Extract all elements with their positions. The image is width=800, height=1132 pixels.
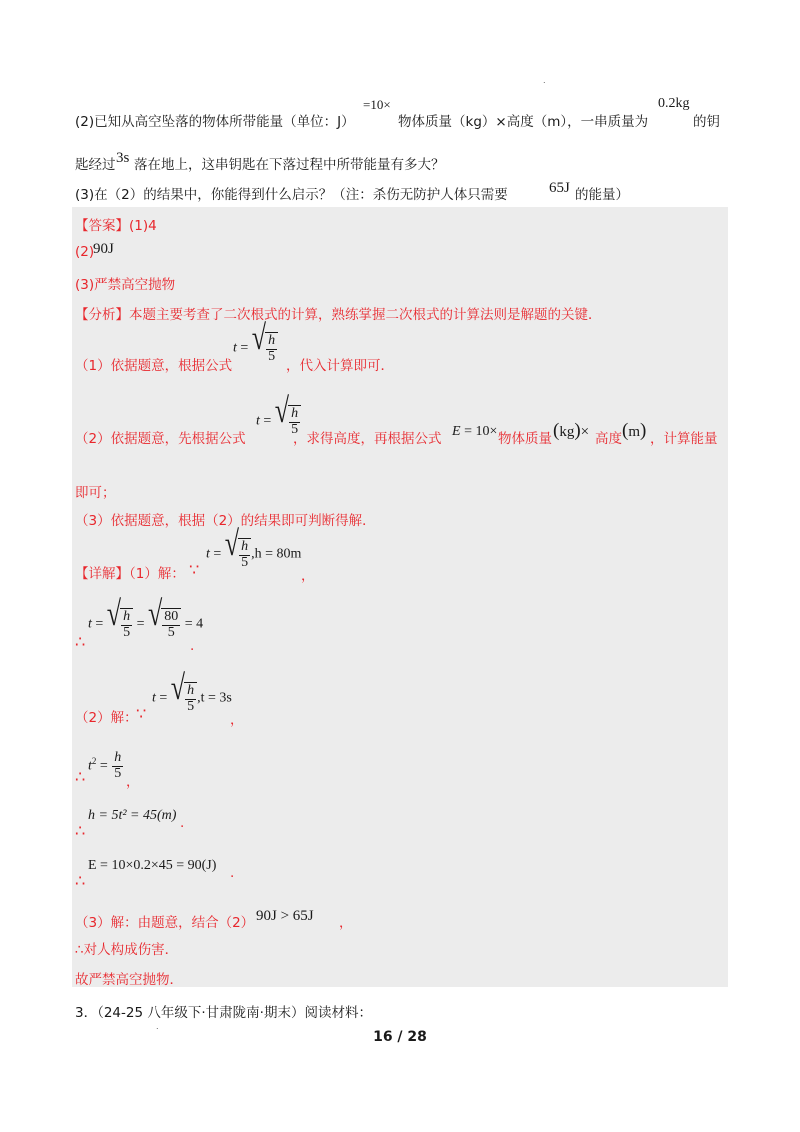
q2-eq: =10×	[363, 97, 391, 112]
analysis-p1-b: ，代入计算即可．	[286, 358, 394, 374]
formula-e: E = 10×	[452, 424, 498, 439]
answer-3: (3)严禁高空抛物	[75, 277, 176, 293]
therefore-symbol-4: ∴	[75, 871, 86, 890]
detail-t3: t = 3s	[200, 690, 232, 706]
detail-h80: h = 80m	[254, 546, 302, 562]
unit-m: (m)	[622, 420, 647, 441]
detail-E90: E = 10×0.2×45 = 90(J)	[88, 858, 217, 873]
detail-part3: （3）解：由题意，结合（2）	[75, 915, 255, 931]
period-3: .	[230, 865, 235, 881]
detail-part2: （2）解：	[75, 710, 138, 726]
q2-line1-b: 物体质量（kg）×高度（m），一串质量为	[398, 114, 649, 130]
analysis-p2-b: ，求得高度，再根据公式	[293, 431, 442, 447]
analysis-p3: （3）依据题意，根据（2）的结果即可判断得解．	[75, 513, 376, 529]
analysis-p2-d: 高度	[595, 431, 622, 447]
detail-label: 【详解】（1）解：	[75, 566, 185, 582]
detail-2-given: t = √ $\frac{h}{5}$ ,t = 3s	[152, 667, 232, 714]
formula-t-sqrt-1: t = √ $\frac{h}{5}$	[233, 332, 278, 364]
q3-text-b: 的能量）	[575, 187, 629, 203]
q2-mass: 0.2kg	[658, 96, 690, 111]
formula-t-sqrt-2: t = √ $\frac{h}{5}$	[256, 405, 301, 437]
analysis-label: 【分析】本题主要考查了二次根式的计算，熟练掌握二次根式的计算法则是解题的关键．	[75, 307, 602, 323]
q2-line2-b: 落在地上，这串钥匙在下落过程中所带能量有多大？	[134, 157, 445, 173]
period-1: .	[190, 638, 195, 654]
detail-conclusion: 故严禁高空抛物．	[75, 972, 183, 988]
answer-2-value: 90J	[93, 241, 114, 257]
detail-1-calc: t = √ $\frac{h}{5}$ = √ $\frac{80}{5}$ = 4	[88, 593, 204, 640]
q3-text-a: (3)在（2）的结果中，你能得到什么启示？（注：杀伤无防护人体只需要	[75, 187, 508, 203]
detail-harm: ∴对人构成伤害．	[75, 942, 179, 958]
analysis-p2-a: （2）依据题意，先根据公式	[75, 431, 246, 447]
comma-1: ，	[301, 568, 315, 584]
page-number: 16 / 28	[373, 1029, 427, 1045]
comma-4: ，	[339, 915, 353, 931]
detail-2-t2: $t^2$ = $\frac{h}{5}$	[88, 750, 122, 781]
therefore-symbol-2: ∴	[75, 767, 86, 786]
analysis-p2-c: 物体质量	[498, 431, 552, 447]
speck: .	[543, 76, 546, 85]
detail-cmp: 90J > 65J	[256, 908, 314, 924]
comma-2: ，	[230, 712, 244, 728]
q2-line2-a: 匙经过	[75, 157, 116, 173]
detail-h45: h = 5t² = 45(m)	[88, 808, 177, 823]
detail-result-1: = 4	[184, 616, 204, 632]
period-2: .	[180, 815, 185, 831]
because-symbol-2: ∵	[136, 704, 147, 723]
because-symbol-1: ∵	[189, 560, 200, 579]
next-question: 3．（24-25 八年级下·甘肃陇南·期末）阅读材料：	[75, 1005, 372, 1021]
q2-line1-c: 的钥	[693, 114, 720, 130]
analysis-p2-e: ，计算能量	[650, 431, 718, 447]
answer-label: 【答案】(1)4	[75, 218, 157, 234]
detail-1-given: t = √ $\frac{h}{5}$ ,h = 80m	[206, 523, 302, 570]
answer-2-prefix: (2)	[75, 244, 95, 260]
q2-line1-a: (2)已知从高空坠落的物体所带能量（单位：J）	[75, 114, 355, 130]
analysis-p1-a: （1）依据题意，根据公式	[75, 358, 233, 374]
q3-energy: 65J	[549, 180, 570, 196]
speck-2: .	[156, 1022, 159, 1031]
therefore-symbol-3: ∴	[75, 821, 86, 840]
therefore-symbol-1: ∴	[75, 632, 86, 651]
q2-time: 3s	[116, 150, 130, 166]
unit-kg: (kg)×	[553, 420, 590, 441]
analysis-p2-f: 即可；	[75, 485, 116, 501]
comma-3: ，	[126, 774, 140, 790]
